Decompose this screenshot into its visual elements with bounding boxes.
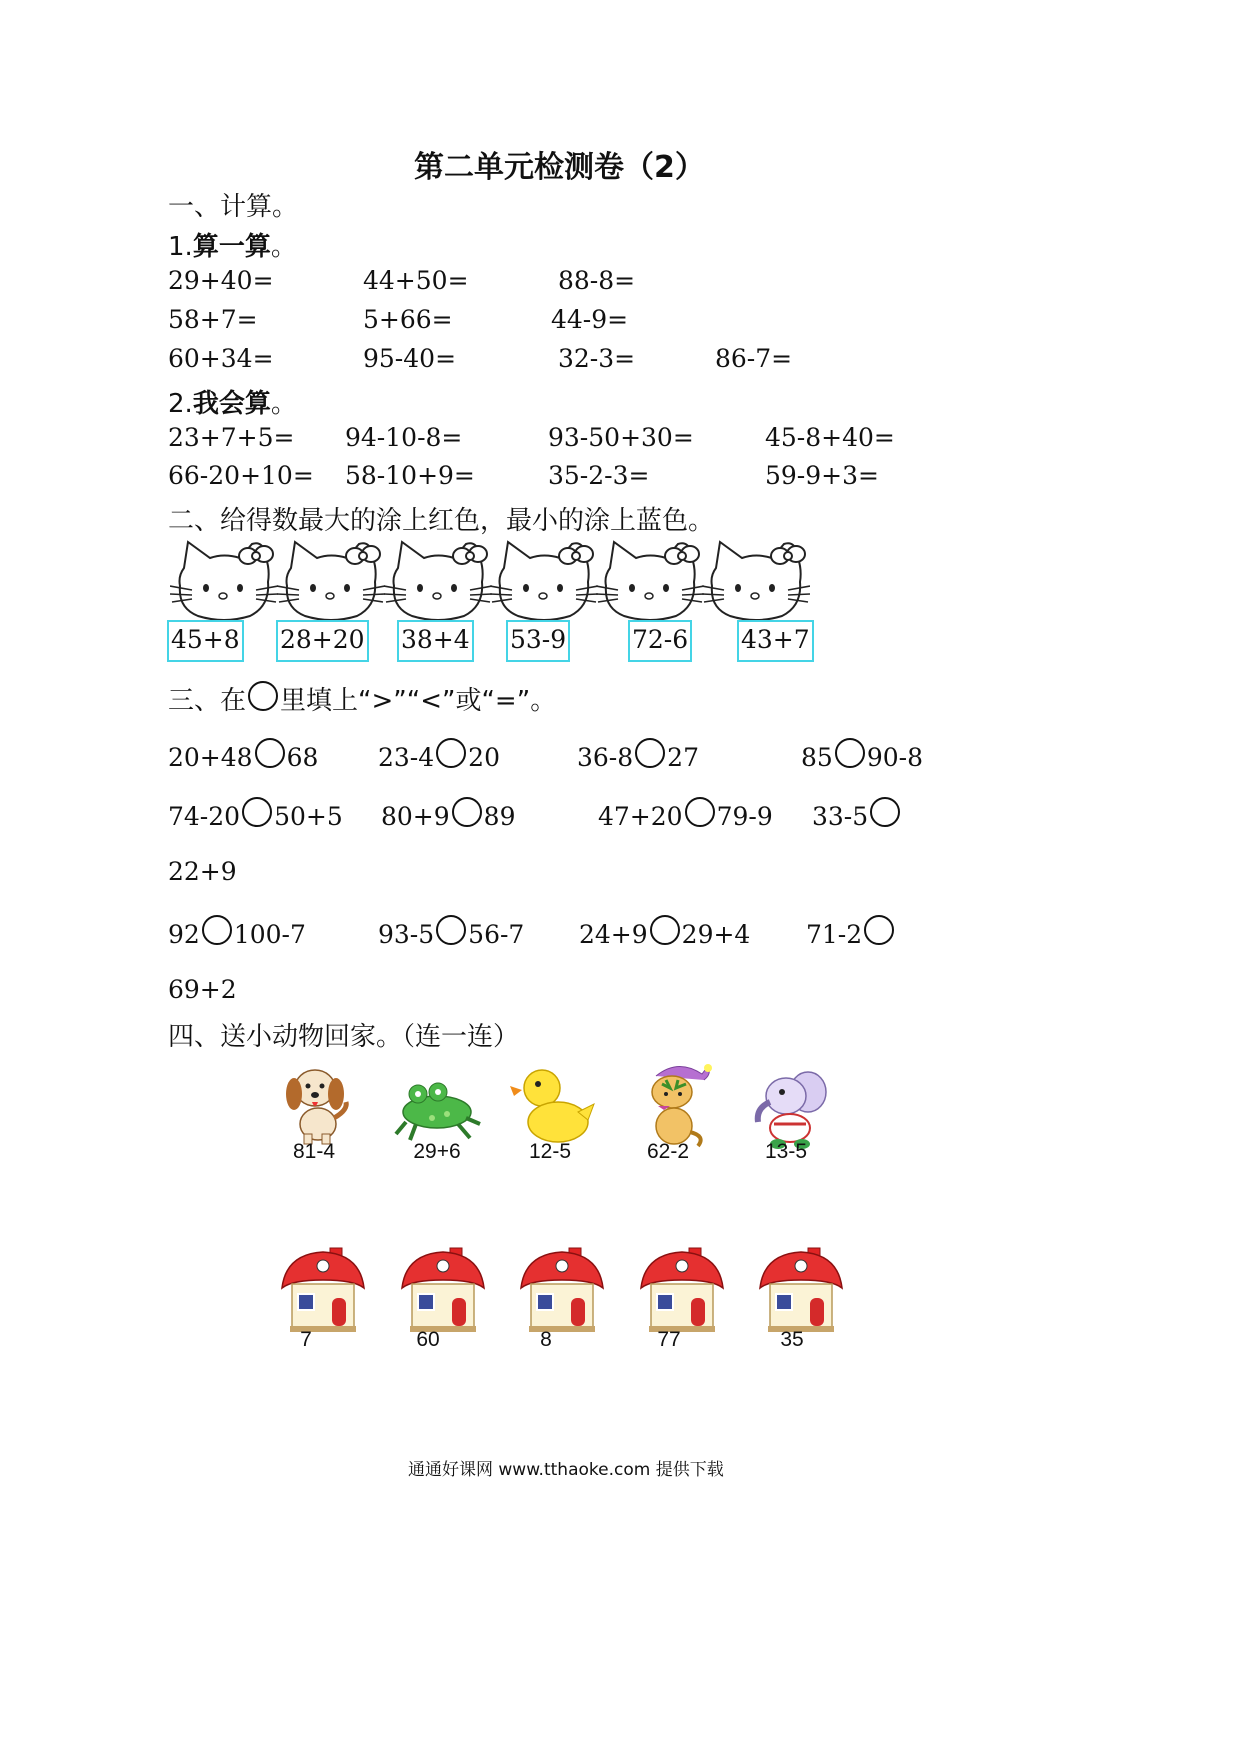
left-expr: 20+48 <box>168 743 253 772</box>
compare-item <box>378 738 500 772</box>
right-expr: 79-9 <box>716 802 773 831</box>
section-4-heading: 四、送小动物回家。（连一连） <box>168 1022 520 1052</box>
house-icon[interactable] <box>398 1244 488 1339</box>
right-expr: 56-7 <box>468 920 525 949</box>
section-3-heading <box>168 680 556 717</box>
problem: 32-3= <box>558 344 636 373</box>
left-expr: 71-2 <box>806 920 863 949</box>
compare-item <box>577 738 699 772</box>
part-1-heading <box>168 226 297 263</box>
answer-circle[interactable] <box>870 797 900 827</box>
left-expr: 33-5 <box>812 802 869 831</box>
part-2-heading <box>168 383 297 420</box>
expression-box: 53-9 <box>506 620 570 662</box>
hello-kitty-icon[interactable] <box>384 536 492 622</box>
right-expr: 27 <box>667 743 699 772</box>
problem: 45-8+40= <box>765 423 895 452</box>
problem: 59-9+3= <box>765 461 879 490</box>
house-label: 77 <box>657 1328 681 1351</box>
problem: 23+7+5= <box>168 423 295 452</box>
right-expr: 100-7 <box>233 920 306 949</box>
problem: 44+50= <box>363 266 469 295</box>
left-expr: 80+9 <box>381 802 450 831</box>
compare-item <box>812 797 902 831</box>
frog-icon[interactable] <box>392 1062 482 1152</box>
animal-label: 12-5 <box>528 1140 572 1163</box>
house-label: 60 <box>416 1328 440 1351</box>
answer-circle[interactable] <box>436 738 466 768</box>
problem: 29+40= <box>168 266 274 295</box>
problem: 60+34= <box>168 344 274 373</box>
compare-item <box>168 738 318 772</box>
right-expr: 50+5 <box>274 802 343 831</box>
left-expr: 36-8 <box>577 743 634 772</box>
hello-kitty-icon[interactable] <box>702 536 810 622</box>
circle-icon <box>248 681 278 711</box>
right-expr: 20 <box>468 743 500 772</box>
expression-box: 28+20 <box>276 620 369 662</box>
house-label: 7 <box>300 1328 312 1351</box>
part-2-number: 2. <box>168 389 193 419</box>
problem: 44-9= <box>551 305 629 334</box>
left-expr: 47+20 <box>598 802 683 831</box>
page-title: 第二单元检测卷（2） <box>414 150 705 185</box>
section-2-heading: 二、给得数最大的涂上红色，最小的涂上蓝色。 <box>168 506 715 536</box>
compare-item <box>168 797 343 831</box>
part-1-number: 1. <box>168 232 193 262</box>
section-3-heading-pre: 三、在 <box>168 686 247 716</box>
compare-item <box>598 797 773 831</box>
problem: 95-40= <box>363 344 457 373</box>
hello-kitty-icon[interactable] <box>170 536 278 622</box>
answer-circle[interactable] <box>864 915 894 945</box>
left-expr: 92 <box>168 920 200 949</box>
problem: 66-20+10= <box>168 461 314 490</box>
right-expr: 29+4 <box>681 920 751 949</box>
animal-label: 13-5 <box>764 1140 808 1163</box>
answer-circle[interactable] <box>835 738 865 768</box>
right-expr: 90-8 <box>866 743 923 772</box>
footer-text: 通通好课网 www.tthaoke.com 提供下载 <box>408 1460 724 1480</box>
house-icon[interactable] <box>637 1244 727 1339</box>
compare-item <box>381 797 515 831</box>
problem: 93-50+30= <box>548 423 694 452</box>
compare-item <box>801 738 923 772</box>
compare-item <box>806 915 896 949</box>
house-label: 35 <box>780 1328 804 1351</box>
hello-kitty-icon[interactable] <box>490 536 598 622</box>
duck-icon[interactable] <box>508 1060 598 1150</box>
section-1-heading: 一、计算。 <box>168 192 299 222</box>
answer-circle[interactable] <box>202 915 232 945</box>
compare-item <box>168 915 306 949</box>
right-expr: 68 <box>286 743 319 772</box>
problem: 86-7= <box>715 344 793 373</box>
answer-circle[interactable] <box>436 915 466 945</box>
animal-label: 29+6 <box>413 1140 461 1163</box>
part-2-title: 我会算 <box>192 389 271 419</box>
compare-item-wrap: 69+2 <box>168 975 237 1004</box>
left-expr: 24+9 <box>579 920 648 949</box>
part-1-end: 。 <box>270 232 297 262</box>
elephant-icon[interactable] <box>746 1062 836 1152</box>
animal-label: 81-4 <box>292 1140 336 1163</box>
compare-item <box>378 915 524 949</box>
answer-circle[interactable] <box>255 738 285 768</box>
house-icon[interactable] <box>517 1244 607 1339</box>
expression-box: 72-6 <box>628 620 692 662</box>
expression-box: 43+7 <box>737 620 814 662</box>
animal-label: 62-2 <box>646 1140 690 1163</box>
problem: 58+7= <box>168 305 258 334</box>
part-2-end: 。 <box>270 389 297 419</box>
left-expr: 93-5 <box>378 920 435 949</box>
cat-icon[interactable] <box>628 1062 718 1152</box>
right-expr: 89 <box>483 802 516 831</box>
left-expr: 74-20 <box>168 802 241 831</box>
compare-item-wrap: 22+9 <box>168 857 237 886</box>
left-expr: 23-4 <box>378 743 435 772</box>
expression-box: 45+8 <box>167 620 244 662</box>
section-3-heading-post: 里填上“>”“<”或“=”。 <box>280 686 557 716</box>
problem: 94-10-8= <box>345 423 463 452</box>
answer-circle[interactable] <box>242 797 272 827</box>
hello-kitty-icon[interactable] <box>277 536 385 622</box>
problem: 88-8= <box>558 266 636 295</box>
problem: 5+66= <box>363 305 453 334</box>
problem: 35-2-3= <box>548 461 650 490</box>
problem: 58-10+9= <box>345 461 475 490</box>
part-1-title: 算一算 <box>192 232 271 262</box>
answer-circle[interactable] <box>650 915 680 945</box>
house-icon[interactable] <box>278 1244 368 1339</box>
answer-circle[interactable] <box>635 738 665 768</box>
compare-item <box>579 915 750 949</box>
dog-icon[interactable] <box>270 1058 360 1148</box>
hello-kitty-icon[interactable] <box>596 536 704 622</box>
left-expr: 85 <box>801 743 833 772</box>
house-icon[interactable] <box>756 1244 846 1339</box>
answer-circle[interactable] <box>685 797 715 827</box>
expression-box: 38+4 <box>397 620 474 662</box>
house-label: 8 <box>540 1328 552 1351</box>
answer-circle[interactable] <box>452 797 482 827</box>
